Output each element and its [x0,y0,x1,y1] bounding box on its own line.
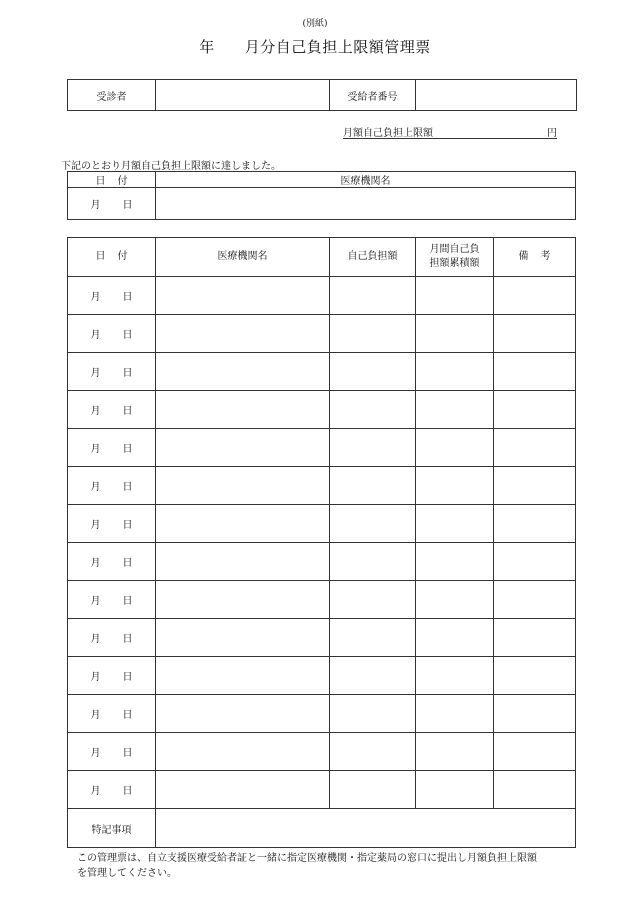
table-row [68,353,576,391]
table-row [68,467,576,505]
limit-reached-table [67,171,576,220]
footer-line-2: を管理してください。 [77,868,177,879]
row-cumulative-cell[interactable] [416,353,494,391]
row-institution-cell[interactable] [156,657,330,695]
monthly-limit-line[interactable] [343,124,557,139]
row-date-cell[interactable]: 月 日 [68,695,156,733]
table-row [68,657,576,695]
row-remarks-cell[interactable] [494,391,576,429]
row-date-cell[interactable]: 月 日 [68,733,156,771]
date-header: 日 付 [68,238,156,277]
row-date-cell[interactable]: 月 日 [68,315,156,353]
copay-header: 自己負担額 [330,238,416,277]
row-remarks-cell[interactable] [494,315,576,353]
reached-institution-header: 医療機関名 [156,172,576,188]
copay-management-table [67,237,576,848]
limit-reached-statement: 下記のとおり月額自己負担上限額に達しました。 [61,161,281,172]
row-cumulative-cell[interactable] [416,581,494,619]
row-cumulative-cell[interactable] [416,543,494,581]
remarks-header: 備 考 [494,238,576,277]
title-rest: 月分自己負担上限額管理票 [244,38,431,56]
row-copay-cell[interactable] [330,315,416,353]
row-institution-cell[interactable] [156,581,330,619]
table-row [68,581,576,619]
row-cumulative-cell[interactable] [416,771,494,809]
row-copay-cell[interactable] [330,429,416,467]
row-date-cell[interactable]: 月 日 [68,353,156,391]
row-date-cell[interactable]: 月 日 [68,505,156,543]
row-remarks-cell[interactable] [494,353,576,391]
footer-line-1: この管理票は、自立支援医療受給者証と一緒に指定医療機関・指定薬局の窓口に提出し月額負担上限額 [77,853,537,864]
table-row [68,429,576,467]
monthly-limit-label: 月額自己負担上限額 [343,128,433,139]
recipient-number-field[interactable] [416,80,577,111]
table-row [68,619,576,657]
row-copay-cell[interactable] [330,581,416,619]
row-date-cell[interactable]: 月 日 [68,467,156,505]
table-row [68,771,576,809]
row-institution-cell[interactable] [156,505,330,543]
table-row [68,733,576,771]
row-date-cell[interactable]: 月 日 [68,581,156,619]
row-institution-cell[interactable] [156,277,330,315]
row-cumulative-cell[interactable] [416,467,494,505]
special-notes-field[interactable] [156,809,576,848]
row-copay-cell[interactable] [330,543,416,581]
table-row [68,277,576,315]
row-remarks-cell[interactable] [494,771,576,809]
row-date-cell[interactable]: 月 日 [68,657,156,695]
row-institution-cell[interactable] [156,315,330,353]
row-cumulative-cell[interactable] [416,505,494,543]
recipient-number-label: 受給者番号 [330,80,416,111]
table-row [68,695,576,733]
row-cumulative-cell[interactable] [416,695,494,733]
row-cumulative-cell[interactable] [416,277,494,315]
institution-header: 医療機関名 [156,238,330,277]
row-date-cell[interactable]: 月 日 [68,771,156,809]
special-notes-row [68,809,576,848]
special-notes-label: 特記事項 [68,809,156,848]
row-cumulative-cell[interactable] [416,619,494,657]
row-institution-cell[interactable] [156,733,330,771]
row-date-cell[interactable]: 月 日 [68,391,156,429]
patient-label: 受診者 [68,80,156,111]
row-cumulative-cell[interactable] [416,315,494,353]
table-row [68,543,576,581]
patient-name-field[interactable] [156,80,330,111]
row-institution-cell[interactable] [156,619,330,657]
document-title [0,36,630,57]
row-cumulative-cell[interactable] [416,657,494,695]
row-remarks-cell[interactable] [494,429,576,467]
row-institution-cell[interactable] [156,353,330,391]
footer-instructions [77,851,597,881]
row-copay-cell[interactable] [330,657,416,695]
row-remarks-cell[interactable] [494,505,576,543]
row-remarks-cell[interactable] [494,657,576,695]
row-cumulative-cell[interactable] [416,429,494,467]
row-remarks-cell[interactable] [494,581,576,619]
row-cumulative-cell[interactable] [416,391,494,429]
row-institution-cell[interactable] [156,429,330,467]
row-date-cell[interactable]: 月 日 [68,619,156,657]
yen-unit: 円 [547,128,557,139]
row-remarks-cell[interactable] [494,277,576,315]
reached-institution-cell[interactable] [156,188,576,220]
row-cumulative-cell[interactable] [416,733,494,771]
row-institution-cell[interactable] [156,391,330,429]
row-copay-cell[interactable] [330,771,416,809]
recipient-table [67,79,577,111]
reached-date-cell[interactable]: 月 日 [68,188,156,220]
row-institution-cell[interactable] [156,695,330,733]
row-remarks-cell[interactable] [494,619,576,657]
table-row [68,315,576,353]
row-remarks-cell[interactable] [494,733,576,771]
row-copay-cell[interactable] [330,467,416,505]
reached-date-header: 日 付 [68,172,156,188]
row-remarks-cell[interactable] [494,467,576,505]
row-date-cell[interactable]: 月 日 [68,429,156,467]
row-copay-cell[interactable] [330,505,416,543]
table-row [68,505,576,543]
title-year: 年 [199,38,215,56]
cumulative-header: 月間自己負 担額累積額 [416,238,494,277]
row-remarks-cell[interactable] [494,543,576,581]
row-copay-cell[interactable] [330,619,416,657]
table-row [68,391,576,429]
row-institution-cell[interactable] [156,467,330,505]
document-subtitle: (別紙) [302,19,328,29]
row-copay-cell[interactable] [330,277,416,315]
row-copay-cell[interactable] [330,353,416,391]
row-institution-cell[interactable] [156,543,330,581]
row-copay-cell[interactable] [330,695,416,733]
row-date-cell[interactable]: 月 日 [68,277,156,315]
row-remarks-cell[interactable] [494,695,576,733]
row-copay-cell[interactable] [330,391,416,429]
row-copay-cell[interactable] [330,733,416,771]
row-date-cell[interactable]: 月 日 [68,543,156,581]
row-institution-cell[interactable] [156,771,330,809]
